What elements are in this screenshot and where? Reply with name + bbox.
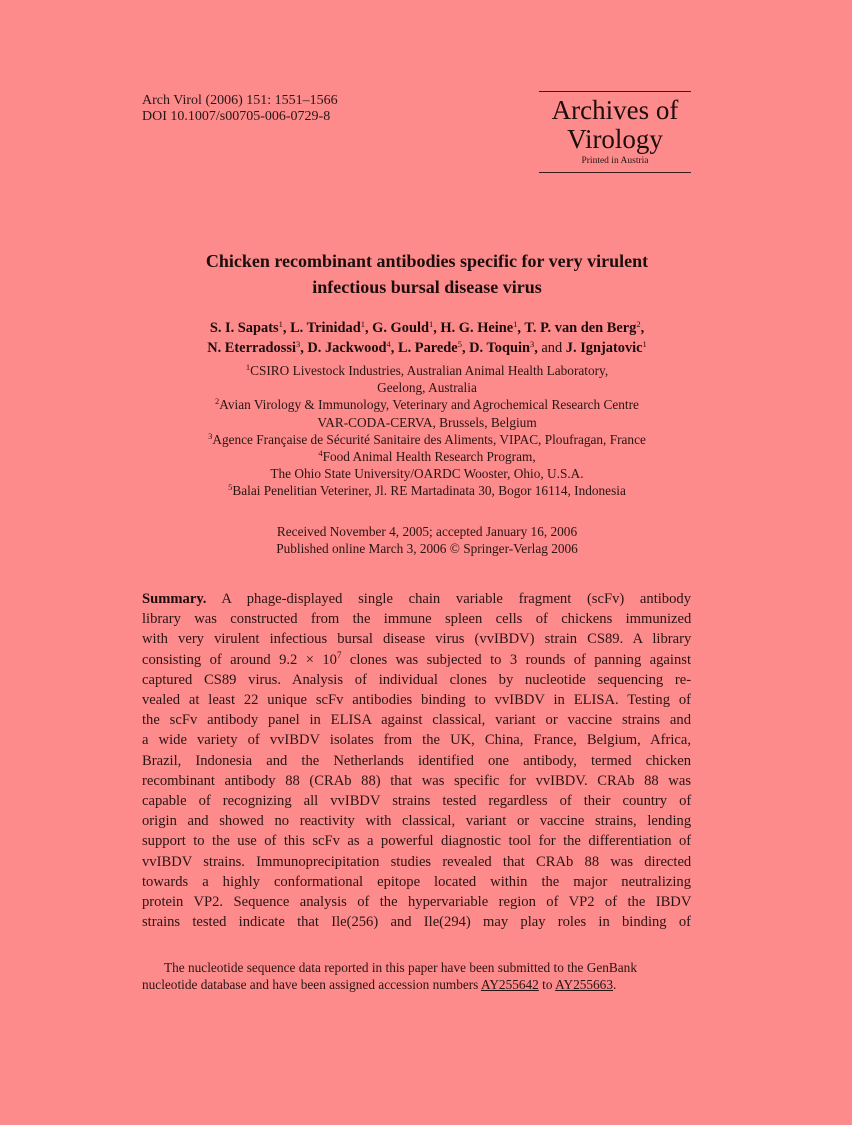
journal-printed-in: Printed in Austria [581,156,649,166]
summary-line: library was constructed from the immune spleen cells of chickens immunized [142,611,692,628]
received-accepted-dates: Received November 4, 2005; accepted January 16, 2006 [276,524,578,539]
footnote-line2: nucleotide database and have been assigned accession numbers AY255642 to AY255663. [142,977,617,992]
dates-block [130,523,724,557]
author: L. Parede$^5$ [398,339,462,356]
summary-abstract [142,589,691,932]
summary-heading: Summary. [142,591,207,607]
author-line1: S. I. Sapats$^1$, L. Trinidad$^1$, G. Gould$^1$, H. G. Heine$^1$, T. P. van den Berg$^2$, [209,319,645,336]
affiliation-2-cont: VAR-CODA-CERVA, Brussels, Belgium [317,414,537,430]
affiliation-5: $^5$Balai Penelitian Veteriner, Jl. RE Martadinata 30, Bogor 16114, Indonesia [228,482,626,499]
published-online-date: Published online March 3, 2006 © Springer-Verlag 2006 [276,541,578,556]
citation-doi: DOI 10.1007/s00705-006-0729-8 [142,109,331,124]
accession-link-start[interactable]: AY255642 [480,977,539,992]
citation-journal-volume: Arch Virol (2006) 151: 1551–1566 [142,93,338,108]
journal-logo [539,91,691,173]
author: D. Jackwood$^4$ [307,339,391,356]
genbank-footnote [142,959,691,993]
accession-link-end[interactable]: AY255663 [555,977,613,992]
summary-line: vealed at least 22 unique scFv antibodies binding to vvIBDV in ELISA. Testing of [142,692,691,709]
journal-name-line1: Archives of [551,95,679,125]
journal-name-line2: Virology [567,124,663,154]
affiliations [130,362,724,500]
author-list [130,318,724,358]
summary-line: Summary. A phage-displayed single chain variable fragment (scFv) antibody [142,591,691,607]
author: S. I. Sapats$^1$ [209,319,283,336]
summary-line: recombinant antibody 88 (CRAb 88) that was specific for vvIBDV. CRAb 88 was [142,772,691,789]
author: G. Gould$^1$ [372,319,434,336]
author: L. Trinidad$^1$ [290,319,365,336]
summary-line: captured CS89 virus. Analysis of individual clones by nucleotide sequencing re- [142,671,692,688]
summary-line: vvIBDV strains. Immunoprecipitation studies revealed that CRAb 88 was directed [142,853,692,870]
author: T. P. van den Berg$^2$ [524,319,641,336]
authors-and: and [541,340,563,356]
citation-block [142,93,338,125]
affiliation-3: $^3$Agence Française de Sécurité Sanitaire des Aliments, VIPAC, Ploufragan, France [208,430,646,447]
affiliation-2: $^2$Avian Virology & Immunology, Veterinary and Agrochemical Research Centre [215,396,639,413]
summary-line: strains tested indicate that Ile(256) and Ile(294) may play roles in binding of [142,914,691,931]
affiliation-4: $^4$Food Animal Health Research Program, [318,448,536,465]
summary-line: a wide variety of vvIBDV isolates from the UK, China, France, Belgium, Africa, [142,732,691,749]
summary-line: support to the use of this scFv as a powerful diagnostic tool for the differentiation of [142,833,692,850]
summary-line: consisting of around $9.2 \times 10^7$ clones was subjected to 3 rounds of panning against [142,649,691,668]
author: H. G. Heine$^1$ [440,319,518,336]
author-line2: N. Eterradossi$^3$, D. Jackwood$^4$, L. Parede$^5$, D. Toquin$^3$, and J. Ignjatovic$^1$ [207,339,647,356]
summary-line: the scFv antibody panel in ELISA against classical, variant or vaccine strains and [142,712,691,729]
summary-line: protein VP2. Sequence analysis of the hypervariable region of VP2 of the IBDV [142,894,692,911]
affiliation-4-cont: The Ohio State University/OARDC Wooster, Ohio, U.S.A. [270,466,584,482]
author: N. Eterradossi$^3$ [207,339,301,356]
summary-line: capable of recognizing all vvIBDV strains tested regardless of their country of [142,793,692,810]
title-line1: Chicken recombinant antibodies specific for very virulent [205,251,649,271]
paper-title [130,248,724,300]
footnote-line1: The nucleotide sequence data reported in this paper have been submitted to the GenBank [164,960,637,975]
summary-line: towards a highly conformational epitope located within the major neutralizing [142,873,691,890]
summary-line: Brazil, Indonesia and the Netherlands identified one antibody, termed chicken [142,752,691,769]
summary-line: origin and showed no reactivity with classical, variant or vaccine strains, lending [142,813,692,830]
author: D. Toquin$^3$ [469,339,535,356]
affiliation-1: $^1$CSIRO Livestock Industries, Australian Animal Health Laboratory, [245,362,609,378]
affiliation-1-cont: Geelong, Australia [377,380,477,396]
summary-line: with very virulent infectious bursal disease virus (vvIBDV) strain CS89. A library [142,631,692,648]
title-line2: infectious bursal disease virus [312,277,542,297]
author: J. Ignjatovic$^1$ [565,339,647,356]
